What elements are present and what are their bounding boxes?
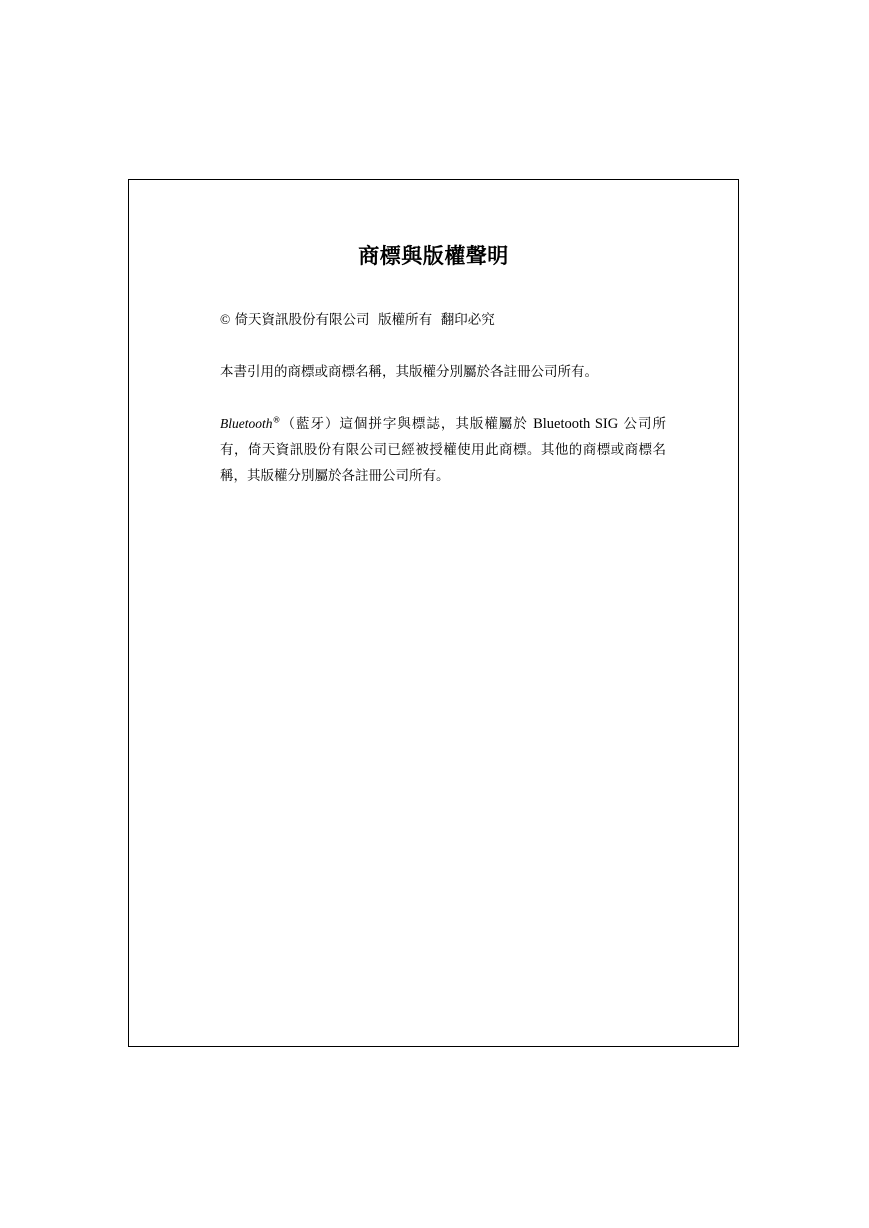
bluetooth-notice [220,411,666,489]
page-title: 商標與版權聲明 [358,244,509,268]
bluetooth-brand: Bluetooth [220,416,273,431]
bluetooth-sig-name: Bluetooth SIG [533,416,619,432]
bluetooth-text-part2: 公司所有，倚天資訊股份有限公司已經被授權使用此商標。其他的商標或商標名稱，其版權分別屬於各註冊公司所有。 [220,416,666,484]
bluetooth-text-part1: （藍牙）這個拼字與標誌，其版權屬於 [280,416,534,432]
trademark-notice: 本書引用的商標或商標名稱，其版權分別屬於各註冊公司所有。 [220,364,598,380]
copyright-symbol: © [220,312,231,327]
registered-mark: ® [272,415,281,425]
document-frame [128,179,739,1047]
copyright-text: 倚天資訊股份有限公司 版權所有 翻印必究 [234,312,495,328]
copyright-line [220,307,666,333]
